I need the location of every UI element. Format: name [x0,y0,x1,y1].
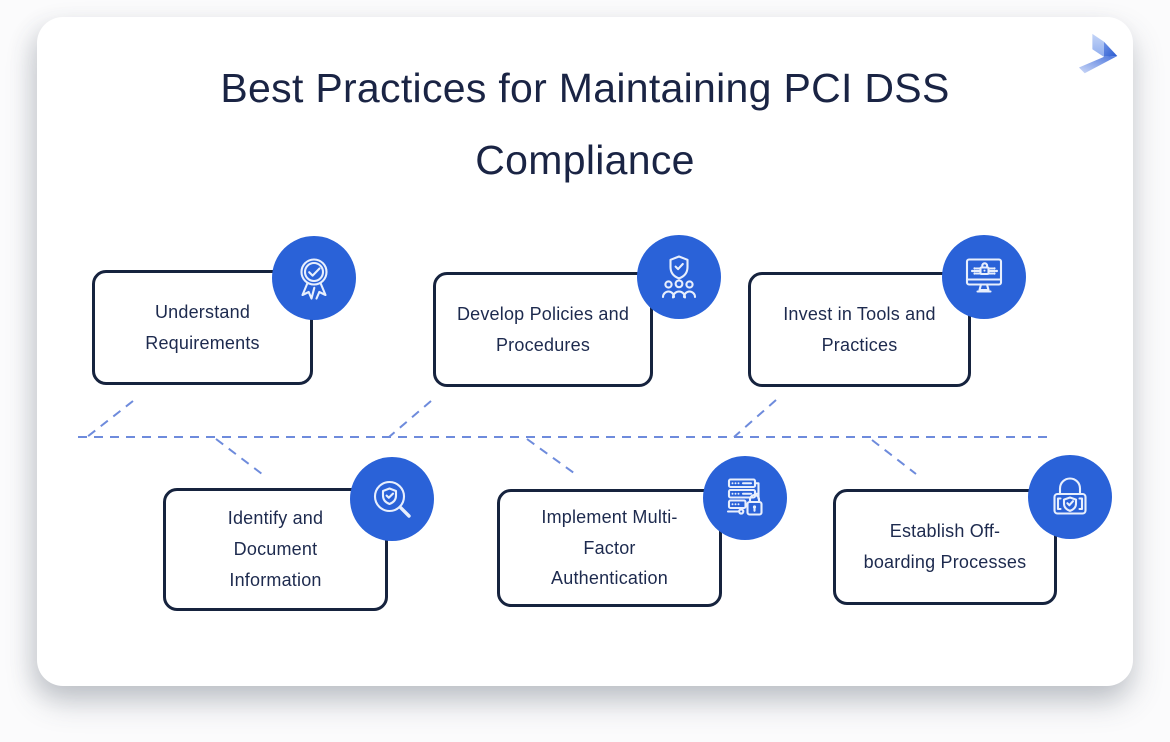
practice-label: Understand Requirements [145,301,260,353]
monitor-lock-icon [960,253,1008,301]
badge-develop-policies [637,235,721,319]
search-shield-icon [368,475,416,523]
badge-understand-requirements [272,236,356,320]
practice-box-invest-tools [748,272,971,387]
page-title: Best Practices for Maintaining PCI DSS Compliance [220,65,950,183]
practice-box-offboarding [833,489,1057,605]
practice-label: Invest in Tools and Practices [783,303,936,355]
practice-label: Identify and Document Information [227,508,324,590]
practice-label: Establish Off-boarding Processes [863,521,1027,572]
badge-offboarding [1028,455,1112,539]
practice-label: Develop Policies and Procedures [456,303,630,355]
practice-box-develop-policies [433,272,653,387]
badge-identify-document [350,457,434,541]
medal-check-icon [290,254,338,302]
padlock-shield-icon [1046,473,1094,521]
practice-box-mfa [497,489,722,607]
shield-team-icon [655,253,703,301]
practice-label: Implement Multi-Factor Authentication [541,506,678,589]
badge-invest-tools [942,235,1026,319]
server-lock-icon [721,474,769,522]
badge-mfa [703,456,787,540]
